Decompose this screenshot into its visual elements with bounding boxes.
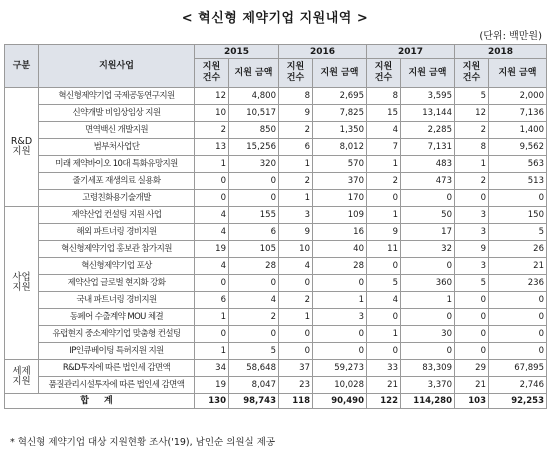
amount-cell: 0 bbox=[401, 343, 455, 360]
count-cell: 1 bbox=[367, 326, 401, 343]
count-cell: 0 bbox=[367, 343, 401, 360]
count-cell: 0 bbox=[367, 258, 401, 275]
amount-cell: 3 bbox=[313, 309, 367, 326]
table-row bbox=[5, 275, 547, 292]
count-cell: 8 bbox=[279, 88, 313, 105]
amount-cell: 26 bbox=[489, 241, 547, 258]
count-cell: 3 bbox=[455, 224, 489, 241]
count-cell: 0 bbox=[455, 326, 489, 343]
table-row bbox=[5, 326, 547, 343]
amount-cell: 10,028 bbox=[313, 377, 367, 394]
year-header: 2015 bbox=[195, 45, 279, 59]
year-header: 2018 bbox=[455, 45, 547, 59]
amount-cell: 7,136 bbox=[489, 105, 547, 122]
count-cell: 4 bbox=[195, 224, 229, 241]
count-cell: 1 bbox=[195, 343, 229, 360]
count-cell: 2 bbox=[279, 122, 313, 139]
source-note: * 혁신형 제약기업 대상 지원현황 조사('19), 남인순 의원실 제공 bbox=[10, 437, 276, 448]
count-cell: 4 bbox=[279, 258, 313, 275]
category-header: 구분 bbox=[5, 45, 39, 88]
amount-cell: 1,350 bbox=[313, 122, 367, 139]
amount-cell: 16 bbox=[313, 224, 367, 241]
count-cell: 4 bbox=[195, 207, 229, 224]
amount-cell: 170 bbox=[313, 190, 367, 207]
table-row bbox=[5, 241, 547, 258]
program-name: 제약산업 글로벌 현지화 강화 bbox=[39, 275, 195, 292]
count-cell: 6 bbox=[279, 139, 313, 156]
amount-cell: 483 bbox=[401, 156, 455, 173]
program-name: 줄기세포 재생의료 실용화 bbox=[39, 173, 195, 190]
program-name: 국내 파트너링 경비지원 bbox=[39, 292, 195, 309]
count-cell: 9 bbox=[279, 105, 313, 122]
table-row bbox=[5, 343, 547, 360]
category-cell: R&D 지원 bbox=[5, 88, 39, 207]
amount-cell: 59,273 bbox=[313, 360, 367, 377]
program-name: 유럽현지 중소제약기업 맞춤형 컨설팅 bbox=[39, 326, 195, 343]
table-row bbox=[5, 224, 547, 241]
count-cell: 0 bbox=[455, 190, 489, 207]
count-cell: 2 bbox=[455, 122, 489, 139]
amount-cell: 0 bbox=[489, 190, 547, 207]
count-cell: 5 bbox=[367, 275, 401, 292]
table-row bbox=[5, 377, 547, 394]
amount-cell: 50 bbox=[401, 207, 455, 224]
amount-cell: 0 bbox=[229, 190, 279, 207]
count-cell: 0 bbox=[279, 275, 313, 292]
total-count-cell: 130 bbox=[195, 394, 229, 409]
count-cell: 0 bbox=[455, 292, 489, 309]
count-cell: 8 bbox=[455, 139, 489, 156]
count-cell: 21 bbox=[367, 377, 401, 394]
count-cell: 0 bbox=[367, 309, 401, 326]
program-name: 혁신형제약기업 국제공동연구지원 bbox=[39, 88, 195, 105]
table-row bbox=[5, 139, 547, 156]
amount-cell: 13,144 bbox=[401, 105, 455, 122]
program-name: 제약산업 컨설팅 지원 사업 bbox=[39, 207, 195, 224]
count-cell: 4 bbox=[367, 292, 401, 309]
count-cell: 9 bbox=[279, 224, 313, 241]
count-cell: 0 bbox=[455, 309, 489, 326]
program-name: 고령친화용기술개발 bbox=[39, 190, 195, 207]
program-name: 혁신형제약기업 포상 bbox=[39, 258, 195, 275]
amount-cell: 28 bbox=[313, 258, 367, 275]
total-label: 합 계 bbox=[5, 394, 195, 409]
amount-cell: 2,695 bbox=[313, 88, 367, 105]
count-cell: 3 bbox=[455, 258, 489, 275]
count-cell: 9 bbox=[455, 241, 489, 258]
count-cell: 29 bbox=[455, 360, 489, 377]
count-cell: 10 bbox=[279, 241, 313, 258]
count-cell: 0 bbox=[195, 190, 229, 207]
amount-cell: 2,285 bbox=[401, 122, 455, 139]
table-row bbox=[5, 88, 547, 105]
amount-cell: 570 bbox=[313, 156, 367, 173]
amount-cell: 1,400 bbox=[489, 122, 547, 139]
amount-cell: 17 bbox=[401, 224, 455, 241]
amount-cell: 7,131 bbox=[401, 139, 455, 156]
count-cell: 11 bbox=[367, 241, 401, 258]
count-cell: 10 bbox=[195, 105, 229, 122]
amount-cell: 0 bbox=[489, 309, 547, 326]
amount-cell: 5 bbox=[489, 224, 547, 241]
amount-cell: 8,012 bbox=[313, 139, 367, 156]
count-cell: 1 bbox=[455, 156, 489, 173]
amount-cell: 2,746 bbox=[489, 377, 547, 394]
amount-header: 지원 금액 bbox=[313, 59, 367, 88]
count-cell: 4 bbox=[367, 122, 401, 139]
count-cell: 33 bbox=[367, 360, 401, 377]
amount-cell: 150 bbox=[489, 207, 547, 224]
table-row bbox=[5, 292, 547, 309]
table-row bbox=[5, 105, 547, 122]
total-count-cell: 118 bbox=[279, 394, 313, 409]
program-name: 품질관리시설투자에 따른 법인세 감면액 bbox=[39, 377, 195, 394]
total-amount-cell: 92,253 bbox=[489, 394, 547, 409]
count-cell: 1 bbox=[367, 156, 401, 173]
amount-cell: 0 bbox=[489, 326, 547, 343]
count-cell: 4 bbox=[195, 258, 229, 275]
count-cell: 9 bbox=[367, 224, 401, 241]
count-cell: 12 bbox=[195, 88, 229, 105]
table-row bbox=[5, 207, 547, 224]
support-table bbox=[4, 44, 547, 409]
amount-cell: 21 bbox=[489, 258, 547, 275]
count-cell: 6 bbox=[195, 292, 229, 309]
category-cell: 사업 지원 bbox=[5, 207, 39, 360]
program-name: 범부처사업단 bbox=[39, 139, 195, 156]
count-cell: 2 bbox=[279, 292, 313, 309]
amount-cell: 2,000 bbox=[489, 88, 547, 105]
count-cell: 37 bbox=[279, 360, 313, 377]
count-cell: 0 bbox=[367, 190, 401, 207]
table-row bbox=[5, 173, 547, 190]
program-name: 미래 제약바이오 10대 특화유망지원 bbox=[39, 156, 195, 173]
amount-cell: 5 bbox=[229, 343, 279, 360]
amount-cell: 6 bbox=[229, 224, 279, 241]
amount-cell: 0 bbox=[229, 173, 279, 190]
table-row bbox=[5, 156, 547, 173]
amount-cell: 513 bbox=[489, 173, 547, 190]
amount-cell: 7,825 bbox=[313, 105, 367, 122]
total-row bbox=[5, 394, 547, 409]
count-cell: 13 bbox=[195, 139, 229, 156]
count-cell: 15 bbox=[367, 105, 401, 122]
table-row bbox=[5, 309, 547, 326]
amount-cell: 0 bbox=[229, 326, 279, 343]
amount-cell: 563 bbox=[489, 156, 547, 173]
total-count-cell: 122 bbox=[367, 394, 401, 409]
amount-cell: 0 bbox=[489, 343, 547, 360]
count-cell: 21 bbox=[455, 377, 489, 394]
amount-cell: 0 bbox=[401, 258, 455, 275]
amount-cell: 40 bbox=[313, 241, 367, 258]
amount-cell: 105 bbox=[229, 241, 279, 258]
table-row bbox=[5, 360, 547, 377]
amount-cell: 28 bbox=[229, 258, 279, 275]
amount-cell: 0 bbox=[313, 275, 367, 292]
amount-cell: 0 bbox=[313, 343, 367, 360]
amount-cell: 0 bbox=[401, 309, 455, 326]
amount-cell: 2 bbox=[229, 309, 279, 326]
amount-cell: 473 bbox=[401, 173, 455, 190]
program-name: 해외 파트너링 경비지원 bbox=[39, 224, 195, 241]
table-row bbox=[5, 190, 547, 207]
amount-cell: 0 bbox=[229, 275, 279, 292]
amount-header: 지원 금액 bbox=[489, 59, 547, 88]
count-cell: 2 bbox=[367, 173, 401, 190]
amount-cell: 3,370 bbox=[401, 377, 455, 394]
amount-cell: 0 bbox=[401, 190, 455, 207]
category-cell: 세제 지원 bbox=[5, 360, 39, 394]
amount-cell: 83,309 bbox=[401, 360, 455, 377]
amount-cell: 10,517 bbox=[229, 105, 279, 122]
count-cell: 7 bbox=[367, 139, 401, 156]
program-name: IP인큐베이팅 특허지원 지원 bbox=[39, 343, 195, 360]
count-cell: 5 bbox=[455, 275, 489, 292]
count-cell: 1 bbox=[279, 156, 313, 173]
count-cell: 8 bbox=[367, 88, 401, 105]
amount-header: 지원 금액 bbox=[229, 59, 279, 88]
program-name: R&D투자에 따른 법인세 감면액 bbox=[39, 360, 195, 377]
count-header: 지원 건수 bbox=[367, 59, 401, 88]
count-cell: 0 bbox=[195, 173, 229, 190]
count-cell: 1 bbox=[279, 309, 313, 326]
amount-cell: 1 bbox=[313, 292, 367, 309]
count-cell: 0 bbox=[279, 326, 313, 343]
count-cell: 2 bbox=[279, 173, 313, 190]
amount-cell: 8,047 bbox=[229, 377, 279, 394]
count-header: 지원 건수 bbox=[455, 59, 489, 88]
count-header: 지원 건수 bbox=[279, 59, 313, 88]
amount-cell: 236 bbox=[489, 275, 547, 292]
total-amount-cell: 90,490 bbox=[313, 394, 367, 409]
amount-cell: 850 bbox=[229, 122, 279, 139]
amount-cell: 109 bbox=[313, 207, 367, 224]
amount-header: 지원 금액 bbox=[401, 59, 455, 88]
count-cell: 5 bbox=[455, 88, 489, 105]
amount-cell: 67,895 bbox=[489, 360, 547, 377]
program-name: 동페어 수출계약 MOU 체결 bbox=[39, 309, 195, 326]
count-cell: 2 bbox=[195, 122, 229, 139]
count-cell: 0 bbox=[279, 343, 313, 360]
count-cell: 34 bbox=[195, 360, 229, 377]
year-header: 2016 bbox=[279, 45, 367, 59]
count-cell: 1 bbox=[367, 207, 401, 224]
count-cell: 3 bbox=[279, 207, 313, 224]
table-row bbox=[5, 122, 547, 139]
year-header: 2017 bbox=[367, 45, 455, 59]
count-cell: 19 bbox=[195, 241, 229, 258]
amount-cell: 1 bbox=[401, 292, 455, 309]
count-cell: 2 bbox=[455, 173, 489, 190]
amount-cell: 9,562 bbox=[489, 139, 547, 156]
amount-cell: 360 bbox=[401, 275, 455, 292]
count-cell: 19 bbox=[195, 377, 229, 394]
count-cell: 0 bbox=[455, 343, 489, 360]
count-cell: 12 bbox=[455, 105, 489, 122]
amount-cell: 370 bbox=[313, 173, 367, 190]
count-cell: 3 bbox=[455, 207, 489, 224]
amount-cell: 0 bbox=[489, 292, 547, 309]
amount-cell: 0 bbox=[313, 326, 367, 343]
amount-cell: 4,800 bbox=[229, 88, 279, 105]
unit-note: (단위: 백만원) bbox=[479, 31, 542, 42]
count-cell: 0 bbox=[195, 326, 229, 343]
total-amount-cell: 114,280 bbox=[401, 394, 455, 409]
total-amount-cell: 98,743 bbox=[229, 394, 279, 409]
amount-cell: 30 bbox=[401, 326, 455, 343]
count-cell: 1 bbox=[279, 190, 313, 207]
program-name: 혁신형제약기업 홍보관 참가지원 bbox=[39, 241, 195, 258]
program-name: 면역백신 개발지원 bbox=[39, 122, 195, 139]
count-cell: 1 bbox=[195, 156, 229, 173]
amount-cell: 155 bbox=[229, 207, 279, 224]
count-header: 지원 건수 bbox=[195, 59, 229, 88]
count-cell: 1 bbox=[195, 309, 229, 326]
page-title: < 혁신형 제약기업 지원내역 > bbox=[181, 11, 369, 26]
total-count-cell: 103 bbox=[455, 394, 489, 409]
table-row bbox=[5, 258, 547, 275]
program-name: 신약개발 비임상임상 지원 bbox=[39, 105, 195, 122]
amount-cell: 32 bbox=[401, 241, 455, 258]
program-header: 지원사업 bbox=[39, 45, 195, 88]
count-cell: 23 bbox=[279, 377, 313, 394]
amount-cell: 15,256 bbox=[229, 139, 279, 156]
amount-cell: 4 bbox=[229, 292, 279, 309]
amount-cell: 320 bbox=[229, 156, 279, 173]
count-cell: 0 bbox=[195, 275, 229, 292]
amount-cell: 58,648 bbox=[229, 360, 279, 377]
header-row-years bbox=[5, 45, 547, 59]
amount-cell: 3,595 bbox=[401, 88, 455, 105]
